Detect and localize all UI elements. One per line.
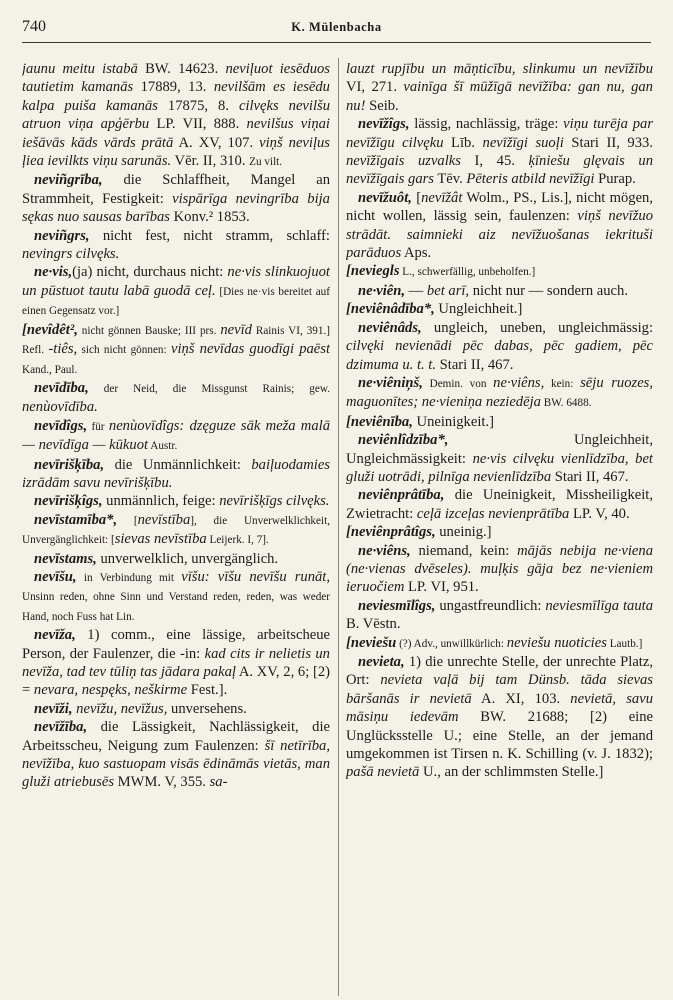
entry-text: Stari II, 933. xyxy=(563,134,653,151)
dictionary-entry xyxy=(22,379,330,417)
entry-text: Purap. xyxy=(594,171,636,188)
dictionary-entry xyxy=(346,189,653,263)
entry-text: L., schwerfällig, unbeholfen.] xyxy=(399,266,536,279)
entry-text: Vēr. II, 310. xyxy=(171,153,250,170)
entry-text: [Dies ne·vis bereitet auf einen Gegensatz vor.] xyxy=(22,285,330,318)
entry-headword: nevīrišķība, xyxy=(34,456,105,473)
entry-text: A. XI, 103. xyxy=(471,690,571,707)
entry-text: šī netīrība, nevīžība, kuo sastuopam visās ēdināmās vietās, man gluži atriebusēs xyxy=(22,737,330,791)
entry-text: A. XV, 107. xyxy=(173,134,260,151)
entry-text: Tēv. xyxy=(433,171,467,188)
dictionary-entry xyxy=(22,456,330,493)
dictionary-entry xyxy=(22,60,330,171)
entry-text: neviesmīlīga tauta xyxy=(545,597,653,614)
dictionary-entry xyxy=(22,492,330,510)
entry-text: unmännlich, feige: xyxy=(102,493,220,510)
dictionary-entry xyxy=(22,700,330,718)
dictionary-entry xyxy=(346,523,653,541)
entry-text: nevieta vaļā bij tam Dünsb. tāda sievas bāršanās ir nevietā xyxy=(346,672,653,707)
entry-text: Stari II, 467. xyxy=(551,468,629,485)
entry-text: vispārīga nevingrība bija sękas nuo sausas barības xyxy=(22,190,330,226)
entry-text: Unsinn reden, ohne Sinn und Verstand reden, reden, was weder Hand, noch Fuss hat Lin. xyxy=(22,591,330,623)
entry-text: niemand, kein: xyxy=(410,542,518,559)
entry-text: die Unmännlichkeit: xyxy=(104,456,252,473)
dictionary-entry xyxy=(346,634,653,653)
entry-text: nevīžīgi suoļi xyxy=(482,134,564,151)
entry-text: B. Vēstn. xyxy=(346,616,401,633)
dictionary-entry xyxy=(346,431,653,486)
entry-text: in Verbindung mit xyxy=(76,571,182,584)
entry-text: Ungleichheit.] xyxy=(434,301,523,318)
entry-text: BW. 21688; [2) eine Unglücksstelle U.; eine Stelle, an der jemand umgekommen ist Tirsen n. K. Schilling (v. J. 1832); xyxy=(346,709,653,763)
column-divider xyxy=(338,58,339,996)
entry-headword: neviñgrs, xyxy=(34,227,90,244)
entry-text: nevīžât xyxy=(421,189,463,206)
entry-text: Stari II, 467. xyxy=(436,356,514,373)
entry-text: ne·viêns, xyxy=(493,374,545,391)
entry-headword: nevīšu, xyxy=(34,568,77,585)
entry-headword: ne·vis, xyxy=(34,264,73,281)
entry-headword: neviênprâtība, xyxy=(358,487,445,504)
entry-text: cilvęki nevienādi pēc dabas, pēc gadiem, pēc dzimuma u. t. t. xyxy=(346,338,653,373)
entry-text: neviļuot iesēduos tautietim kamanās xyxy=(22,61,330,96)
entry-text: nevingrs cilvęks. xyxy=(22,246,120,263)
dictionary-entry xyxy=(346,115,653,189)
entry-text: für xyxy=(87,420,109,433)
entry-text: neviešu nuoticies xyxy=(506,634,607,651)
entry-text: Rainis VI, 391.] Refl. xyxy=(22,324,330,357)
entry-headword: [neviegls xyxy=(346,263,400,280)
entry-headword: [neviênība, xyxy=(346,413,413,430)
entry-headword: neviesmīlîgs, xyxy=(358,597,436,614)
dictionary-entry xyxy=(346,486,653,523)
dictionary-entry xyxy=(346,542,653,597)
entry-text: nevietā, savu māsiņu iedevām xyxy=(346,690,653,726)
entry-text: nicht nur — sondern auch. xyxy=(469,282,628,299)
running-title: K. Mülenbacha xyxy=(291,20,382,34)
dictionary-entry xyxy=(346,653,653,782)
dictionary-entry xyxy=(22,417,330,456)
entry-text: die Lässigkeit, Nachlässigkeit, die Arbeitsscheu, Neigung zum Faulenzen: xyxy=(22,719,330,754)
entry-text: viņš nevīžuo strādāt. saimnieki aiz nevīžuošanas iekrituši parāduos xyxy=(346,208,653,262)
entry-text: ne·vis cilvęku vienlīdzība, bet gluži uotrādi, pilnīga nevienlīdzība xyxy=(346,450,653,485)
entry-text: Uneinigkeit.] xyxy=(412,413,494,430)
entry-text: Demin. von xyxy=(422,377,494,390)
entry-text: Līb. xyxy=(443,134,483,151)
entry-text: vainīga šī mūžīgā nevīžība: gan nu, gan nu! xyxy=(346,79,653,114)
entry-text: [ xyxy=(117,514,138,527)
entry-text: nevīžīgais uzvalks xyxy=(346,153,461,170)
dictionary-entry xyxy=(346,319,653,374)
entry-headword: ne·viêns, xyxy=(358,542,411,559)
entry-headword: nevīdîgs, xyxy=(34,417,88,434)
entry-text: Konv.² 1853. xyxy=(169,209,250,226)
entry-text: uneinig.] xyxy=(435,524,492,541)
entry-text: A. XV, 2, 6; [2) = xyxy=(22,664,330,699)
entry-text: lauzt rupjību un māņticību, slinkumu un nevīžību xyxy=(346,61,653,77)
entry-text: ungleich, uneben, ungleichmässig: xyxy=(421,319,653,336)
entry-text: [ xyxy=(411,189,422,206)
dictionary-entry xyxy=(346,262,653,281)
entry-headword: ne·viêniņš, xyxy=(358,374,423,391)
entry-headword: nevieta, xyxy=(358,654,405,670)
entry-text: U., an der schlimmsten Stelle.] xyxy=(419,764,604,781)
dictionary-entry xyxy=(22,263,330,320)
entry-text: viņš neviļus ļiea ievilkts viņu sarunās. xyxy=(22,134,330,170)
entry-text: sa- xyxy=(209,774,228,791)
entry-text: Kand., Paul. xyxy=(22,363,78,376)
entry-text: VI, 271. xyxy=(346,79,404,96)
dictionary-entry xyxy=(22,227,330,264)
entry-text: mājās nebija ne·viena (ne·vienas dvēseles). muļķis gāja bez ne·vieniem ieruočiem xyxy=(346,542,653,596)
entry-text: I, 45. xyxy=(460,153,529,170)
entry-text: pašā nevietā xyxy=(346,764,420,781)
entry-text: BW. 14623. xyxy=(137,61,226,77)
entry-text: Wolm., PS., Lis.], nicht mögen, nicht wollen, lässig sein, faulenzen: xyxy=(346,189,653,225)
entry-headword: nevīstamība*, xyxy=(34,511,118,528)
entry-text: Aps. xyxy=(401,245,432,262)
entry-text: ne·vis slinkuojuot un pūstuot tautu labā guodā ceļ. xyxy=(22,264,330,299)
dictionary-entry xyxy=(22,550,330,568)
entry-headword: [neviênâdība*, xyxy=(346,301,435,318)
dictionary-entry xyxy=(22,171,330,226)
entry-text: (ja) nicht, durchaus nicht: xyxy=(72,264,228,281)
entry-headword: neviênâds, xyxy=(358,319,422,336)
entry-text: — xyxy=(405,282,427,299)
entry-text: LP. V, 40. xyxy=(569,505,630,522)
entry-text: LP. VI, 951. xyxy=(404,579,479,596)
dictionary-entry xyxy=(346,300,653,318)
entry-text: Pēteris atbild nevīžīgi xyxy=(466,171,595,188)
entry-headword: nevīži, xyxy=(34,700,73,717)
dictionary-entry xyxy=(22,511,330,550)
entry-text: unverwelklich, unvergänglich. xyxy=(96,550,279,567)
left-column xyxy=(22,60,330,995)
entry-text: -tiês, xyxy=(48,341,78,358)
dictionary-entry xyxy=(22,568,330,626)
right-column xyxy=(346,60,653,995)
entry-text: kein: xyxy=(544,377,581,390)
entry-text: (?) Adv., unwillkürlich: xyxy=(396,637,507,650)
page-number: 740 xyxy=(22,18,46,35)
entry-text: cilvęks nevilšu atruon viņa apģērbu xyxy=(22,97,330,133)
entry-text: Fest.]. xyxy=(187,682,228,699)
entry-text: nenùovīdîgs: dzęguze sāk meža malā — nevīdīga — kūkuot xyxy=(22,417,330,454)
entry-text: nevilšus viņai iešāvās kāds vārds prātā xyxy=(22,116,330,151)
page-header xyxy=(22,18,651,43)
entry-headword: nevīdība, xyxy=(34,379,89,396)
entry-text: ungastfreundlich: xyxy=(435,597,546,614)
entry-text: Zu vilt. xyxy=(249,156,283,169)
dictionary-entry xyxy=(346,374,653,413)
entry-text: nicht fest, nicht stramm, schlaff: xyxy=(89,227,330,244)
entry-text: BW. 6488. xyxy=(540,397,592,410)
entry-text: jaunu meitu istabā xyxy=(22,61,138,77)
dictionary-entry xyxy=(22,718,330,792)
entry-text: nenùovīdība. xyxy=(22,399,98,416)
entry-text: 17889, 13. xyxy=(133,79,214,96)
entry-headword: nevīstams, xyxy=(34,550,97,567)
entry-text: die Uneinigkeit, Missheiligkeit, Zwietracht: xyxy=(346,487,653,522)
dictionary-entry xyxy=(346,597,653,634)
entry-text: LP. VII, 888. xyxy=(149,116,247,133)
entry-text: Ungleichheit, Ungleichmässigkeit: xyxy=(346,432,653,467)
entry-text: 1) comm., eine lässige, arbeitscheue Person, der Faulenzer, die -in: xyxy=(22,627,330,662)
entry-headword: [nevîdêt², xyxy=(22,321,78,338)
entry-headword: nevīžība, xyxy=(34,719,88,736)
entry-headword: [neviešu xyxy=(346,634,397,651)
entry-text: nevīd xyxy=(220,321,252,338)
entry-headword: nevīžîgs, xyxy=(358,116,410,133)
dictionary-entry xyxy=(22,321,330,379)
entry-headword: neviñgrība, xyxy=(34,172,103,189)
entry-text: der Neid, die Missgunst Rainis; gew. xyxy=(88,382,330,395)
entry-text: nevilšām es iesēdu kalpa puiša kamanās xyxy=(22,79,330,114)
entry-text: nevīrišķīgs cilvęks. xyxy=(219,493,330,510)
entry-text: Austr. xyxy=(148,440,178,453)
entry-text: viņu turēja par nevīžīgu cilvęku xyxy=(346,116,653,151)
entry-text: nicht gönnen Bauske; III prs. xyxy=(77,324,221,337)
entry-text: bet arī, xyxy=(426,282,470,299)
entry-text: unversehens. xyxy=(167,700,247,717)
entry-text: nevīžu, nevīžus, xyxy=(76,700,168,717)
dictionary-entry xyxy=(346,60,653,115)
entry-text: Lautb.] xyxy=(606,637,643,650)
entry-text: lässig, nachlässig, träge: xyxy=(409,116,564,133)
entry-text: ceļā izceļas nevienprātība xyxy=(416,505,570,522)
entry-text: 17875, 8. xyxy=(157,97,239,114)
dictionary-entry xyxy=(346,413,653,431)
entry-headword: [neviênprâtîgs, xyxy=(346,524,436,541)
entry-text: nevara, nespęks, neškirme xyxy=(33,682,188,699)
entry-text: viņš nevīdas guodīgi paēst xyxy=(170,341,330,358)
entry-headword: neviênlîdzība*, xyxy=(358,432,449,449)
entry-text: 1) die unrechte Stelle, der unrechte Platz, Ort: xyxy=(346,654,653,689)
entry-headword: nevīrišķîgs, xyxy=(34,493,103,510)
entry-text: baiļuodamies izrādām savu nevīrišķību. xyxy=(22,456,330,491)
entry-text: Leijerk. I, 7]. xyxy=(206,534,269,547)
entry-text: die Schlaffheit, Mangel an Strammheit, Festigkeit: xyxy=(22,172,330,207)
entry-headword: nevīža, xyxy=(34,627,76,644)
entry-text: MWM. V, 355. xyxy=(114,774,210,791)
entry-text: sēju ruozes, maguonītes; ne·vieniņa neziedēja xyxy=(346,374,653,411)
entry-text: ķīniešu glęvais un nevīžīgais gars xyxy=(346,153,653,188)
entry-text: ], die Unverwelklichkeit, Unvergänglichkeit: [ xyxy=(22,514,330,547)
entry-headword: ne·viên, xyxy=(358,282,406,299)
entry-text: sievas nevīstība xyxy=(114,531,207,548)
entry-text: nevīstība xyxy=(137,511,191,528)
entry-text: Seib. xyxy=(365,97,399,114)
dictionary-entry xyxy=(22,626,330,700)
dictionary-entry xyxy=(346,282,653,300)
entry-text: vīšu: vīšu nevīšu runāt, xyxy=(181,568,330,585)
entry-text: kad cits ir nelietis un nevīža, tad tev tūliņ tas jādara pakaļ xyxy=(22,645,330,680)
entry-headword: nevīžuôt, xyxy=(358,189,412,206)
entry-text: sich nicht gönnen: xyxy=(77,344,171,357)
